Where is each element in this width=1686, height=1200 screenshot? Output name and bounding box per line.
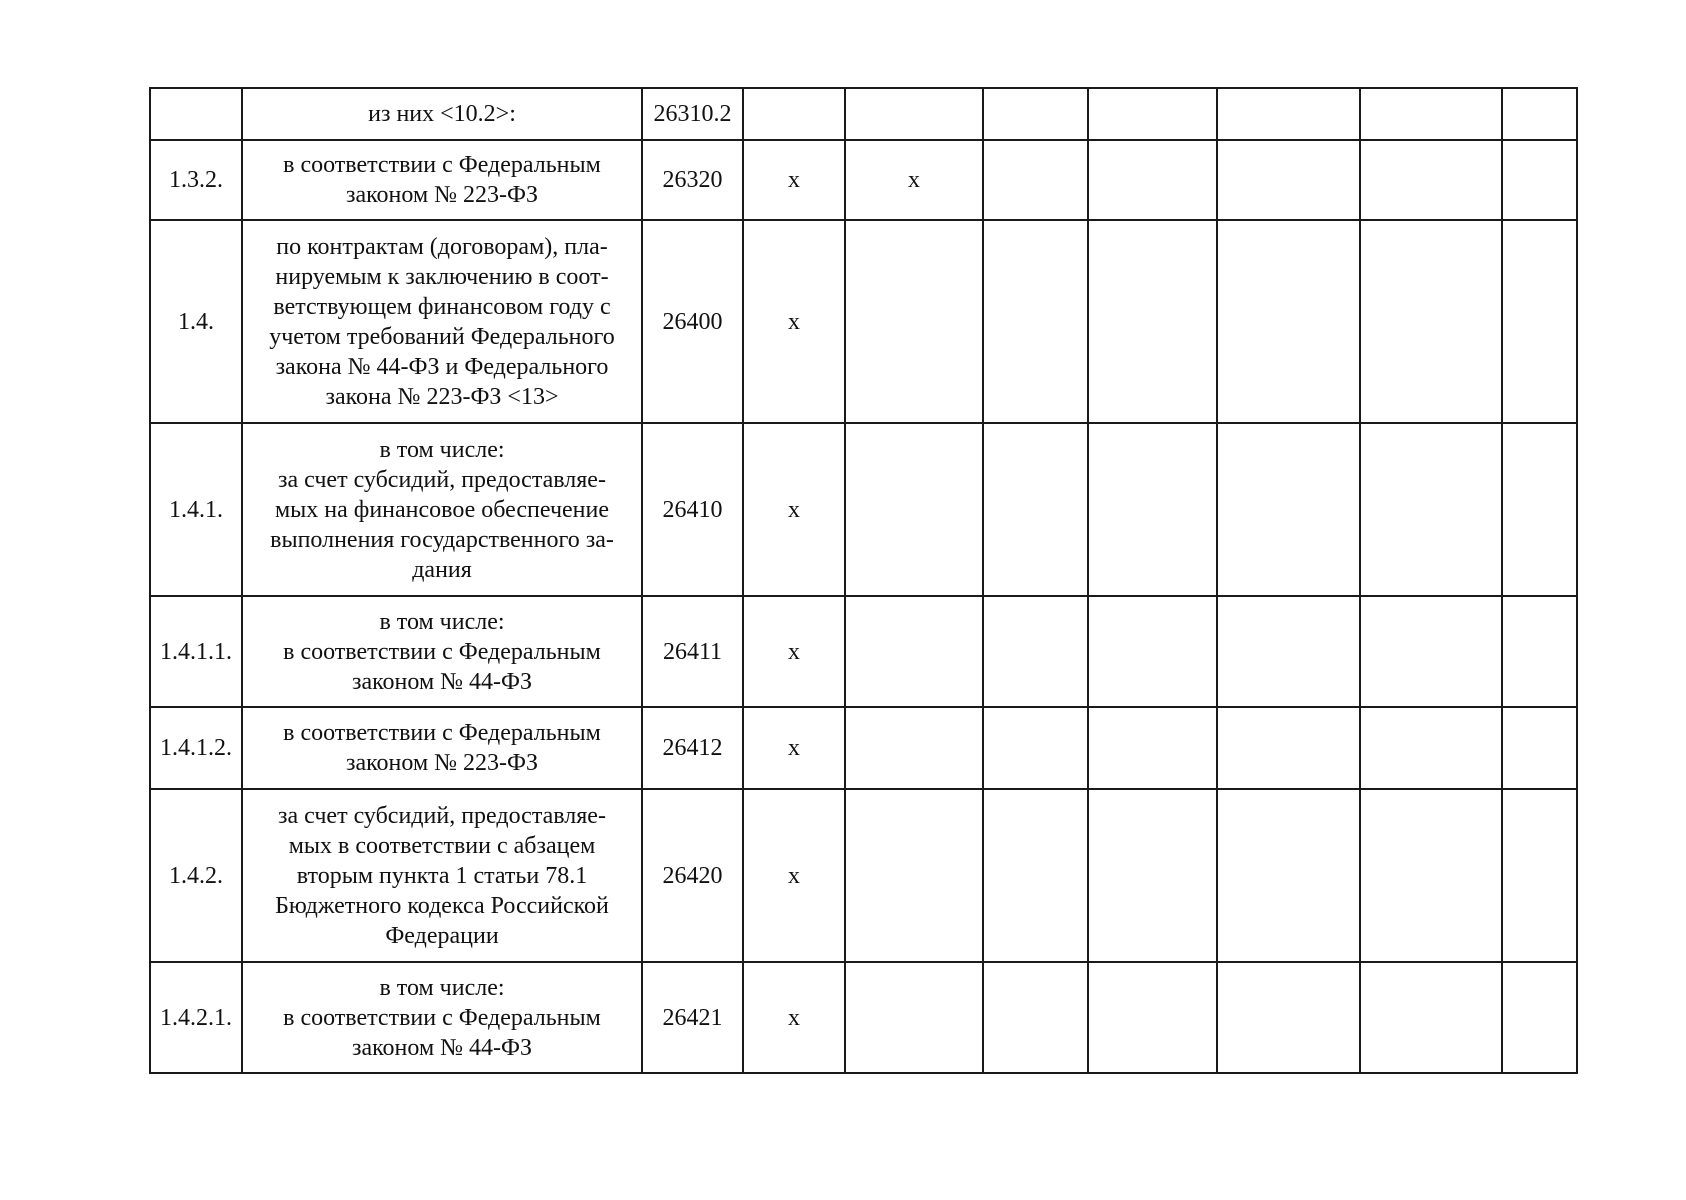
- value-cell: x: [743, 596, 845, 707]
- row-number-cell: 1.4.2.: [150, 789, 242, 962]
- value-cell: [1088, 596, 1217, 707]
- row-name-cell: [242, 962, 642, 1073]
- value-cell: [1360, 962, 1502, 1073]
- value-cell: [845, 88, 983, 140]
- value-cell: [983, 707, 1088, 789]
- row-number-cell: 1.4.1.2.: [150, 707, 242, 789]
- financial-plan-table: [149, 87, 1578, 1074]
- row-name-line: дания: [412, 556, 472, 583]
- value-cell: [1502, 789, 1577, 962]
- row-number-cell: 1.4.1.1.: [150, 596, 242, 707]
- row-name-line: мых на финансовое обеспечение: [274, 496, 610, 523]
- value-cell: [1502, 140, 1577, 220]
- value-cell: [1217, 220, 1360, 423]
- row-number-cell: 1.3.2.: [150, 140, 242, 220]
- table-body: [150, 88, 1577, 1073]
- value-cell: [1217, 596, 1360, 707]
- row-code-cell: 26411: [642, 596, 743, 707]
- value-cell: [1360, 789, 1502, 962]
- value-cell: [1088, 88, 1217, 140]
- table-row: [150, 962, 1577, 1073]
- row-name-line: в соответствии с Федеральным: [283, 638, 601, 665]
- value-cell: [1502, 596, 1577, 707]
- table-row: [150, 423, 1577, 596]
- row-name-line: закона № 223-ФЗ <13>: [325, 383, 559, 410]
- row-name-cell: [242, 140, 642, 220]
- value-cell: [743, 88, 845, 140]
- row-name-cell: [242, 596, 642, 707]
- value-cell: [983, 789, 1088, 962]
- value-cell: x: [743, 140, 845, 220]
- table-row: [150, 596, 1577, 707]
- value-cell: [983, 596, 1088, 707]
- value-cell: [1088, 789, 1217, 962]
- row-name-cell: [242, 707, 642, 789]
- row-code-cell: 26310.2: [642, 88, 743, 140]
- value-cell: x: [743, 423, 845, 596]
- value-cell: [1360, 88, 1502, 140]
- row-name-line: в том числе:: [379, 608, 505, 635]
- value-cell: [845, 220, 983, 423]
- row-name-line: выполнения государственного за-: [270, 526, 614, 553]
- value-cell: [1217, 423, 1360, 596]
- table-row: [150, 88, 1577, 140]
- table-row: [150, 789, 1577, 962]
- value-cell: [983, 423, 1088, 596]
- row-name-line: за счет субсидий, предоставляе-: [278, 466, 606, 493]
- row-code-cell: 26421: [642, 962, 743, 1073]
- value-cell: [1088, 220, 1217, 423]
- row-name-line: в соответствии с Федеральным: [283, 152, 601, 178]
- row-code-cell: 26410: [642, 423, 743, 596]
- value-cell: [1360, 596, 1502, 707]
- row-code-cell: 26412: [642, 707, 743, 789]
- value-cell: [845, 962, 983, 1073]
- row-name-line: законом № 223-ФЗ: [345, 750, 539, 776]
- row-name-line: по контрактам (договорам), пла-: [276, 233, 608, 260]
- row-number-cell: [150, 88, 242, 140]
- row-number-cell: 1.4.: [150, 220, 242, 423]
- row-name-line: закона № 44-ФЗ и Федерального: [275, 353, 609, 380]
- value-cell: [1217, 962, 1360, 1073]
- value-cell: x: [743, 789, 845, 962]
- value-cell: [1502, 707, 1577, 789]
- value-cell: [1217, 707, 1360, 789]
- row-name-cell: [242, 423, 642, 596]
- value-cell: [845, 789, 983, 962]
- row-name-line: в соответствии с Федеральным: [283, 720, 601, 746]
- row-name-line: в том числе:: [379, 436, 505, 463]
- value-cell: [1360, 707, 1502, 789]
- value-cell: [1360, 140, 1502, 220]
- table-row: [150, 220, 1577, 423]
- table-row: [150, 707, 1577, 789]
- value-cell: [1217, 140, 1360, 220]
- value-cell: x: [743, 707, 845, 789]
- value-cell: [1502, 220, 1577, 423]
- row-name-line: законом № 223-ФЗ: [345, 182, 539, 208]
- value-cell: [983, 140, 1088, 220]
- row-name-cell: [242, 220, 642, 423]
- value-cell: [1088, 707, 1217, 789]
- value-cell: [1088, 423, 1217, 596]
- row-name-line: за счет субсидий, предоставляе-: [278, 802, 606, 829]
- value-cell: [845, 596, 983, 707]
- value-cell: [1217, 88, 1360, 140]
- value-cell: [845, 707, 983, 789]
- row-name-line: Бюджетного кодекса Российской: [275, 892, 609, 919]
- row-name-line: мых в соответствии с абзацем: [288, 832, 596, 859]
- value-cell: x: [845, 140, 983, 220]
- row-name-line: из них <10.2>:: [368, 101, 516, 127]
- row-number-cell: 1.4.1.: [150, 423, 242, 596]
- row-name-line: в том числе:: [379, 974, 505, 1001]
- value-cell: [1360, 423, 1502, 596]
- row-name-line: законом № 44-ФЗ: [351, 668, 533, 695]
- table-row: [150, 140, 1577, 220]
- value-cell: [983, 88, 1088, 140]
- row-name-line: в соответствии с Федеральным: [283, 1004, 601, 1031]
- row-name-cell: [242, 789, 642, 962]
- row-name-line: законом № 44-ФЗ: [351, 1034, 533, 1061]
- row-name-line: нируемым к заключению в соот-: [275, 263, 609, 290]
- value-cell: [1088, 140, 1217, 220]
- value-cell: [845, 423, 983, 596]
- value-cell: [983, 962, 1088, 1073]
- value-cell: [983, 220, 1088, 423]
- value-cell: [1088, 962, 1217, 1073]
- row-name-line: Федерации: [385, 922, 499, 949]
- row-name-cell: [242, 88, 642, 140]
- value-cell: [1502, 88, 1577, 140]
- row-code-cell: 26400: [642, 220, 743, 423]
- value-cell: x: [743, 962, 845, 1073]
- row-name-line: вторым пункта 1 статьи 78.1: [296, 862, 588, 889]
- row-name-line: ветствующем финансовом году с: [273, 293, 611, 320]
- value-cell: [1360, 220, 1502, 423]
- value-cell: x: [743, 220, 845, 423]
- value-cell: [1502, 423, 1577, 596]
- row-name-line: учетом требований Федерального: [269, 323, 615, 350]
- row-code-cell: 26420: [642, 789, 743, 962]
- value-cell: [1217, 789, 1360, 962]
- row-number-cell: 1.4.2.1.: [150, 962, 242, 1073]
- row-code-cell: 26320: [642, 140, 743, 220]
- value-cell: [1502, 962, 1577, 1073]
